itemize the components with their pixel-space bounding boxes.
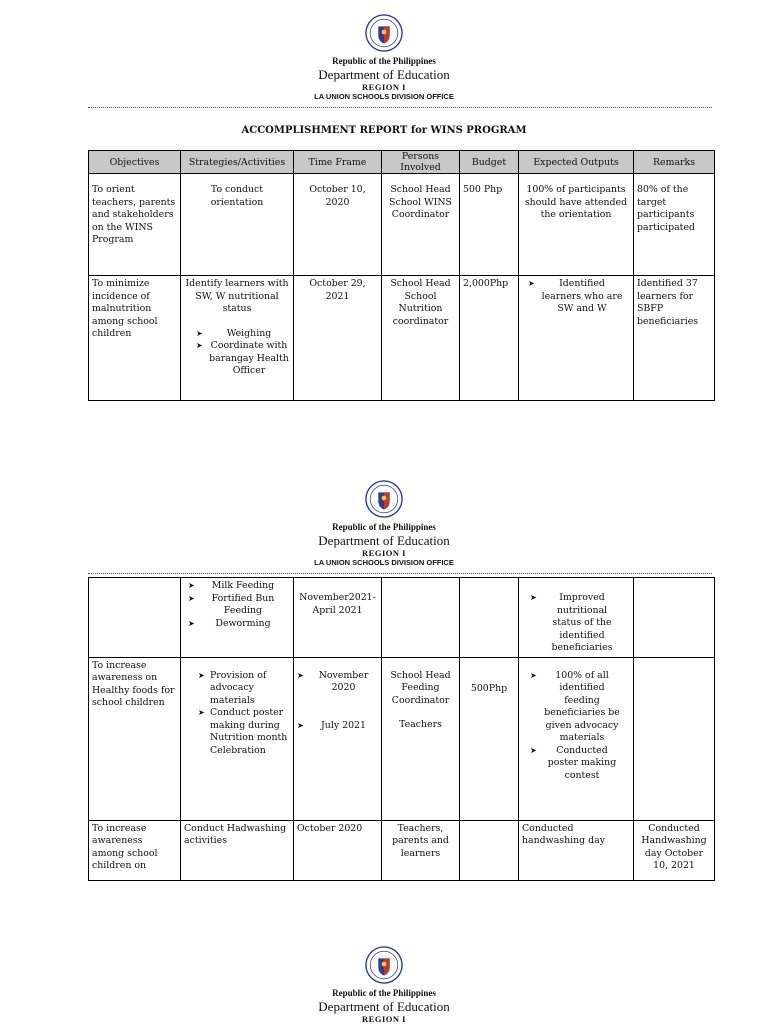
time-cell: November2021-April 2021 — [294, 578, 382, 658]
table-row — [89, 820, 715, 880]
objective-cell: To increase awareness among school children on — [89, 820, 181, 880]
budget-cell — [460, 820, 519, 880]
strategy-bullets — [184, 580, 290, 630]
objective-cell — [89, 578, 181, 658]
region-label: REGION I — [362, 82, 406, 92]
persons-cell — [382, 657, 460, 820]
strategy-bullets — [184, 670, 290, 758]
persons-cell: School Head School WINS Coordinator — [382, 174, 460, 276]
remarks-cell: 80% of the target participants participated — [634, 174, 715, 276]
persons-cell — [382, 578, 460, 658]
deped-seal-icon — [365, 480, 403, 518]
strategy-cell — [181, 578, 294, 658]
time-bullets — [297, 670, 378, 733]
table-row — [89, 276, 715, 401]
output-cell — [519, 657, 634, 820]
output-cell: Conducted handwashing day — [519, 820, 634, 880]
republic-label: Republic of the Philippines — [332, 988, 436, 998]
letterhead-2 — [0, 480, 768, 568]
output-cell — [519, 578, 634, 658]
department-label: Department of Education — [318, 533, 450, 548]
strategy-cell: Conduct Hadwashing activities — [181, 820, 294, 880]
strategy-bullets — [184, 328, 290, 378]
budget-cell: 500Php — [460, 657, 519, 820]
office-label: LA UNION SCHOOLS DIVISION OFFICE — [314, 92, 454, 101]
output-bullets — [522, 592, 630, 655]
strategy-cell — [181, 276, 294, 401]
region-label: REGION I — [362, 1014, 406, 1024]
strategy-cell: To conduct orientation — [181, 174, 294, 276]
table-row — [89, 578, 715, 658]
report-title: ACCOMPLISHMENT REPORT for WINS PROGRAM — [241, 125, 527, 136]
accomplishment-table-page1 — [88, 150, 715, 401]
strategy-cell — [181, 657, 294, 820]
budget-cell — [460, 578, 519, 658]
persons-text: School Head Feeding Coordinator — [390, 669, 451, 706]
budget-cell: 2,000Php — [460, 276, 519, 401]
remarks-cell: Identified 37 learners for SBFP beneficiaries — [634, 276, 715, 401]
objective-cell: To increase awareness on Healthy foods for school children — [89, 657, 181, 820]
region-label: REGION I — [362, 548, 406, 558]
output-cell: 100% of participants should have attended the orientation — [519, 174, 634, 276]
objective-cell: To minimize incidence of malnutrition among school children — [89, 276, 181, 401]
divider — [88, 573, 712, 574]
time-cell: October 10, 2020 — [294, 174, 382, 276]
col-objectives: Objectives — [89, 151, 181, 174]
list-item: ➤ Coordinate with barangay Health Officer — [196, 340, 290, 378]
col-remarks: Remarks — [634, 151, 715, 174]
list-item: ➤ Milk Feeding — [188, 580, 286, 593]
table-row — [89, 657, 715, 820]
col-budget: Budget — [460, 151, 519, 174]
department-label: Department of Education — [318, 999, 450, 1014]
table-header-row — [89, 151, 715, 174]
persons-text: Teachers — [399, 719, 442, 730]
list-item: ➤ Improved nutritional status of the identified beneficiaries — [530, 592, 622, 655]
output-bullets — [522, 278, 630, 316]
deped-seal-icon — [365, 14, 403, 52]
list-item: ➤ Identified learners who are SW and W — [528, 278, 624, 316]
list-item: ➤ Fortified Bun Feeding — [188, 593, 286, 618]
col-expected-outputs: Expected Outputs — [519, 151, 634, 174]
persons-cell: School Head School Nutrition coordinator — [382, 276, 460, 401]
republic-label: Republic of the Philippines — [332, 522, 436, 532]
list-item: ➤ Provision of advocacy materials — [198, 670, 290, 708]
list-item: ➤ Deworming — [188, 618, 286, 631]
remarks-cell — [634, 578, 715, 658]
output-bullets — [522, 670, 630, 783]
letterhead-3 — [0, 946, 768, 1024]
persons-cell: Teachers, parents and learners — [382, 820, 460, 880]
divider — [88, 107, 712, 108]
republic-label: Republic of the Philippines — [332, 56, 436, 66]
objective-cell: To orient teachers, parents and stakeholders on the WINS Program — [89, 174, 181, 276]
accomplishment-table-page2 — [88, 577, 715, 881]
time-cell: October 29, 2021 — [294, 276, 382, 401]
time-cell — [294, 657, 382, 820]
col-persons: Persons Involved — [382, 151, 460, 174]
list-item: ➤ Conduct poster making during Nutrition month Celebration — [198, 707, 290, 757]
department-label: Department of Education — [318, 67, 450, 82]
strategy-text: Identify learners with SW, W nutritional status — [185, 278, 289, 314]
list-item: ➤ Weighing — [196, 328, 290, 341]
output-cell — [519, 276, 634, 401]
office-label: LA UNION SCHOOLS DIVISION OFFICE — [314, 558, 454, 567]
list-item: ➤ 100% of all identified feeding beneficiaries be given advocacy materials — [530, 670, 622, 745]
budget-cell: 500 Php — [460, 174, 519, 276]
col-strategies: Strategies/Activities — [181, 151, 294, 174]
letterhead-1 — [0, 14, 768, 102]
table-row — [89, 174, 715, 276]
col-time-frame: Time Frame — [294, 151, 382, 174]
list-item: ➤ July 2021 — [297, 720, 378, 733]
list-item: ➤ Conducted poster making contest — [530, 745, 622, 783]
time-cell: October 2020 — [294, 820, 382, 880]
list-item: ➤ November 2020 — [297, 670, 378, 695]
deped-seal-icon — [365, 946, 403, 984]
remarks-cell — [634, 657, 715, 820]
remarks-cell: Conducted Handwashing day October 10, 2021 — [634, 820, 715, 880]
